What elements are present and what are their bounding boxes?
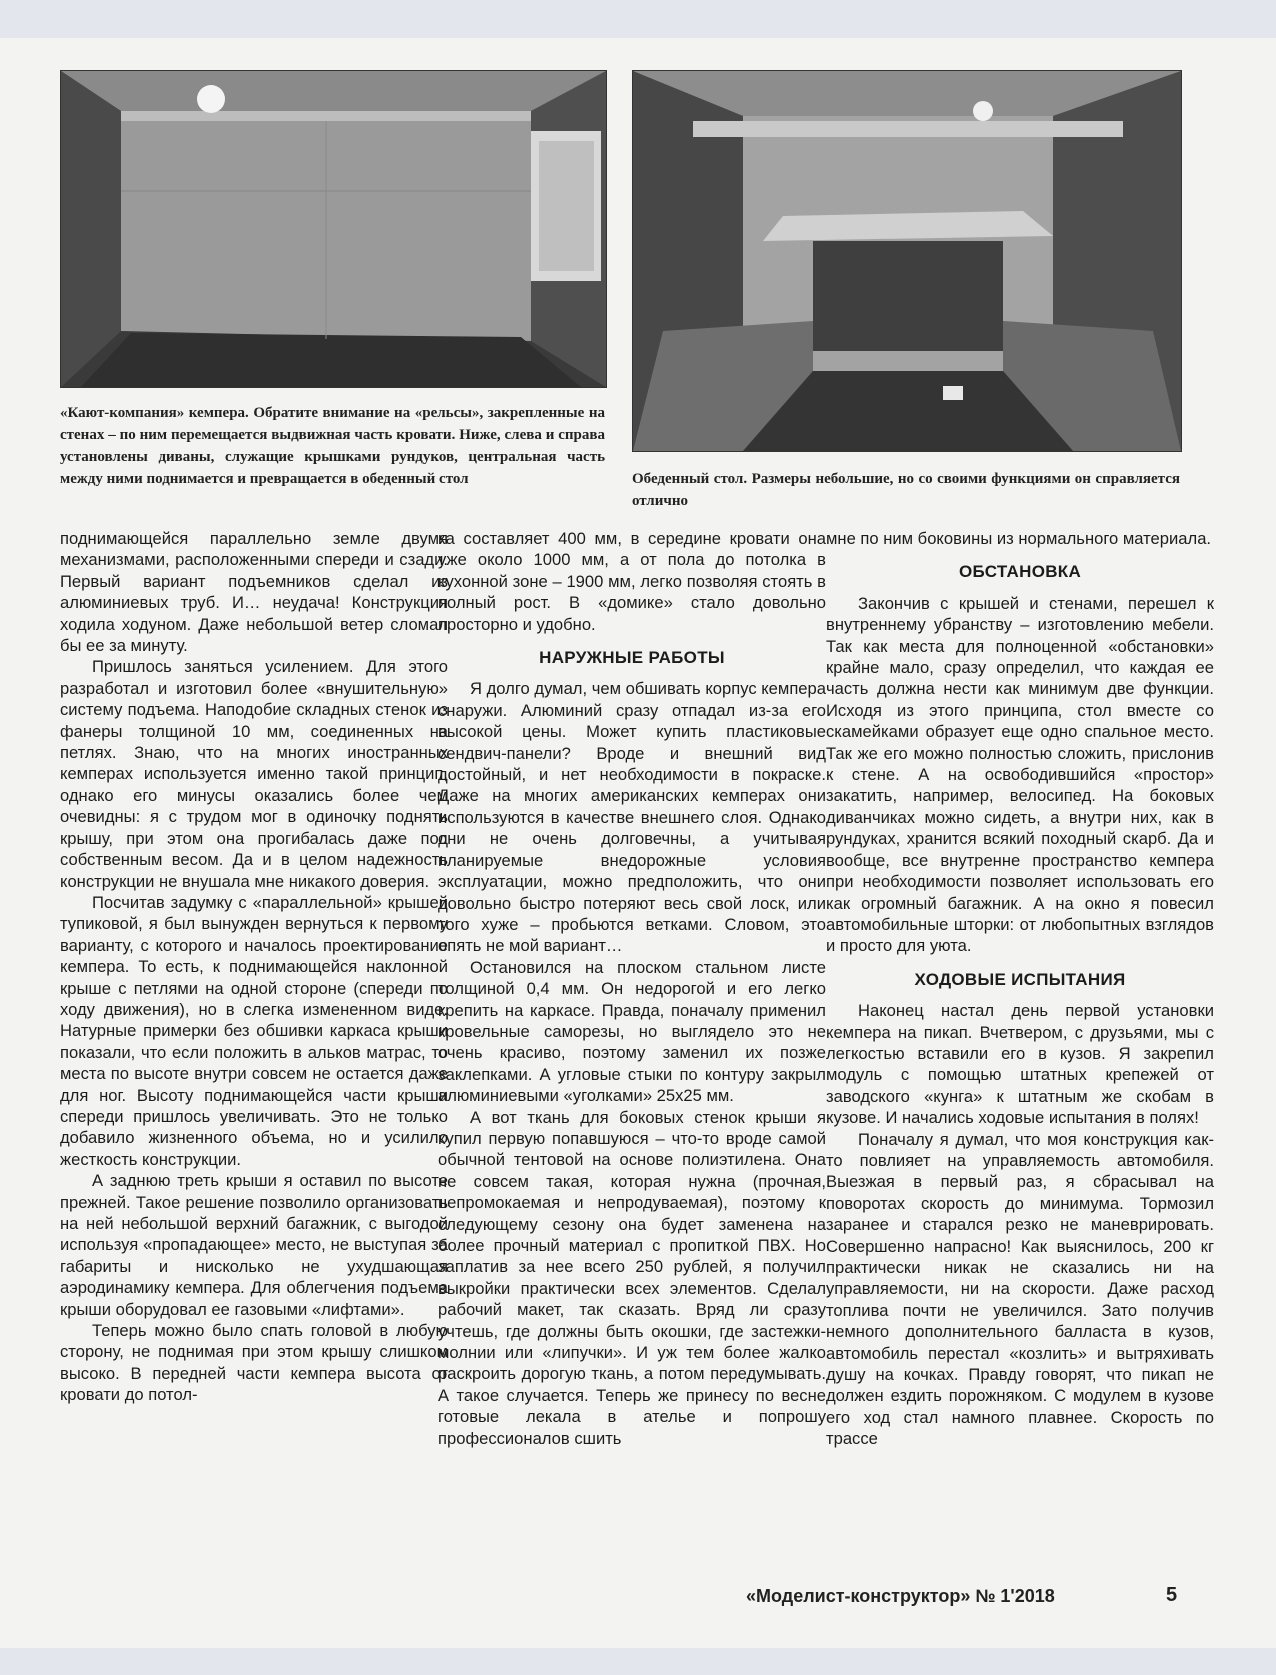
paragraph: Остановился на плоском стальном листе толщиной 0,4 мм. Он недорогой и его легко крепить на каркасе. Правда, поначалу применил кровельные саморезы, но выглядело это не очень красиво, поэтому заменил их позже заклепками. А угловые стыки по контуру закрыл алюминиевыми «уголками» 25х25 мм. — [438, 957, 826, 1106]
paragraph: Закончив с крышей и стенами, перешел к внутреннему убранству – изготовлению мебели. Так как места для полноценной «обстановки» крайне мало, сразу определил, что каждая ее часть должна нести как минимум две функции. Исходя из этого принципа, стол вместе со скамейками образует еще одно спальное место. Так же его можно полностью сложить, прислонив к стене. А на освободившийся «простор» закатить, например, велосипед. На боковых диванчиках можно сидеть, а внутри них, как в рундуках, хранится всякий походный скарб. Да и вообще, все внутренне пространство кемпера при необходимости позволяет использовать его как огромный багажник. А на окно я повесил автомобильные шторки: от любопытных взглядов и просто для уюта. — [826, 593, 1214, 956]
paragraph: мне по ним боковины из нормального материала. — [826, 529, 1212, 548]
magazine-footer-title: «Моделист-конструктор» № 1'2018 — [746, 1586, 1055, 1606]
section-heading: ХОДОВЫЕ ИСПЫТАНИЯ — [914, 969, 1126, 989]
paragraph: А вот ткань для боковых стенок крыши я купил первую попавшуюся – что-то вроде самой обычной тентовой на основе полиэтилена. Она не совсем такая, которая нужна (прочная, непромокаемая и непродуваемая), поэтому к следующему сезону она будет заменена на более прочный материал с пропиткой ПВХ. Но заплатив за нее всего 250 рублей, я получил выкройки практически всех элементов. Сделал рабочий макет, так сказать. Вряд ли сразу учтешь, где должны быть окошки, где застежки-молнии или «липучки». И уж тем более жалко раскроить дорогую ткань, а потом передумывать. А такое случается. Теперь же принесу по весне готовые лекала в ателье и попрошу профессионалов сшить — [438, 1107, 826, 1448]
page-number: 5 — [1166, 1584, 1178, 1606]
paragraph: Наконец настал день первой установки кемпера на пикап. Вчетвером, с друзьями, мы с легкостью вставили его в кузов. Я закрепил модуль с помощью штатных крепежей от заводского «кунга» к штатным же скобам в кузове. И начались ходовые испытания в полях! — [826, 1001, 1214, 1128]
text-column-2 — [438, 528, 826, 1449]
section-heading: НАРУЖНЫЕ РАБОТЫ — [539, 648, 725, 668]
paragraph: Поначалу я думал, что моя конструкция как-то повлияет на управляемость автомобиля. Выезжая в первый раз, я сбрасывал на поворотах скорость до минимума. Тормозил заранее и старался резко не маневрировать. Совершенно напрасно! Как выяснилось, 200 кг практически никак не сказались ни на управляемости, ни на скорости. Даже расход топлива почти не увеличился. Зато получив немного дополнительного балласта в кузов, автомобиль перестал «козлить» и вытряхивать душу на кочках. Правду говорят, что пикап не должен ездить порожняком. С модулем в кузове его ход стал намного плавнее. Скорость по трассе — [826, 1129, 1214, 1449]
photo-cabin-interior — [60, 70, 607, 388]
paragraph: Посчитав задумку с «параллельной» крышей тупиковой, я был вынужден вернуться к первому варианту, с которого и началось проектирование кемпера. То есть, к поднимающейся наклонной крыше с петлями на одной стороне (спереди по ходу движения), но в слегка измененном виде. Натурные примерки без обшивки каркаса крыши показали, что если положить в альков матрас, то места по высоте внутри совсем не остается даже для ног. Высоту поднимающейся части крыши спереди пришлось увеличивать. Это не только добавило жизненного объема, но и усилило жесткость конструкции. — [60, 892, 448, 1169]
paragraph: Теперь можно было спать головой в любую сторону, не поднимая при этом крышу слишком высоко. В передней части кемпера высота от кровати до потол- — [60, 1321, 448, 1405]
paragraph: поднимающейся параллельно земле двумя механизмами, расположенными спереди и сзади. Первый вариант подъемников сделал из алюминиевых труб. И… неудача! Конструкция ходила ходуном. Даже небольшой ветер сломал бы ее за минуту. — [60, 529, 448, 656]
paragraph: ка составляет 400 мм, в середине кровати она уже около 1000 мм, а от пола до потолка в кухонной зоне – 1900 мм, легко позволяя стоять в полный рост. В «домике» стало довольно просторно и удобно. — [438, 529, 826, 634]
text-column-1 — [60, 528, 448, 1406]
paragraph: Пришлось заняться усилением. Для этого разработал и изготовил более «внушительную» систему подъема. Наподобие складных стенок из фанеры толщиной 10 мм, соединенных на петлях. Знаю, что на многих иностранных кемперах используется именно такой принцип, однако его минусы оказались более чем очевидны: я с трудом мог в одиночку поднять крышу, при этом она прогибалась даже под собственным весом. Да и в целом надежность конструкции не внушала мне никакого доверия. — [60, 657, 448, 891]
text-column-3 — [826, 528, 1214, 1450]
bottom-scan-band — [0, 1648, 1276, 1675]
top-scan-band — [0, 0, 1276, 38]
table-photo-illustration — [633, 71, 1181, 451]
paragraph: А заднюю треть крыши я оставил по высоте прежней. Такое решение позволило организовать на ней небольшой верхний багажник, с выгодой используя «пропадающее» место, не выступая за габариты и нисколько не ухудшающая аэродинамику кемпера. Для облегчения подъема крыши оборудовал ее газовыми «лифтами». — [60, 1171, 448, 1319]
paragraph: Я долго думал, чем обшивать корпус кемпера снаружи. Алюминий сразу отпадал из-за его высокой цены. Может купить пластиковые сендвич-панели? Вроде и внешний вид достойный, и нет необходимости в покраске. Даже на многих американских кемперах они используются в качестве внешнего слоя. Однако они не очень долговечны, а учитывая планируемые внедорожные условия эксплуатации, можно предположить, что они довольно быстро потеряют весь свой лоск, или того хуже – пробьются ветками. Словом, это опять не мой вариант… — [438, 679, 826, 956]
caption-left-photo: «Кают-компания» кемпера. Обратите внимание на «рельсы», закрепленные на стенах – по ним перемещается выдвижная часть кровати. Ниже, слева и справа установлены диваны, служащие крышками рундуков, центральная часть между ними поднимается и превращается в обеденный стол — [60, 405, 605, 487]
caption-right-photo: Обеденный стол. Размеры небольшие, но со своими функциями он справляется отлично — [632, 471, 1180, 509]
cabin-photo-illustration — [61, 71, 606, 387]
section-heading: ОБСТАНОВКА — [958, 562, 1082, 582]
photo-dining-table — [632, 70, 1182, 452]
